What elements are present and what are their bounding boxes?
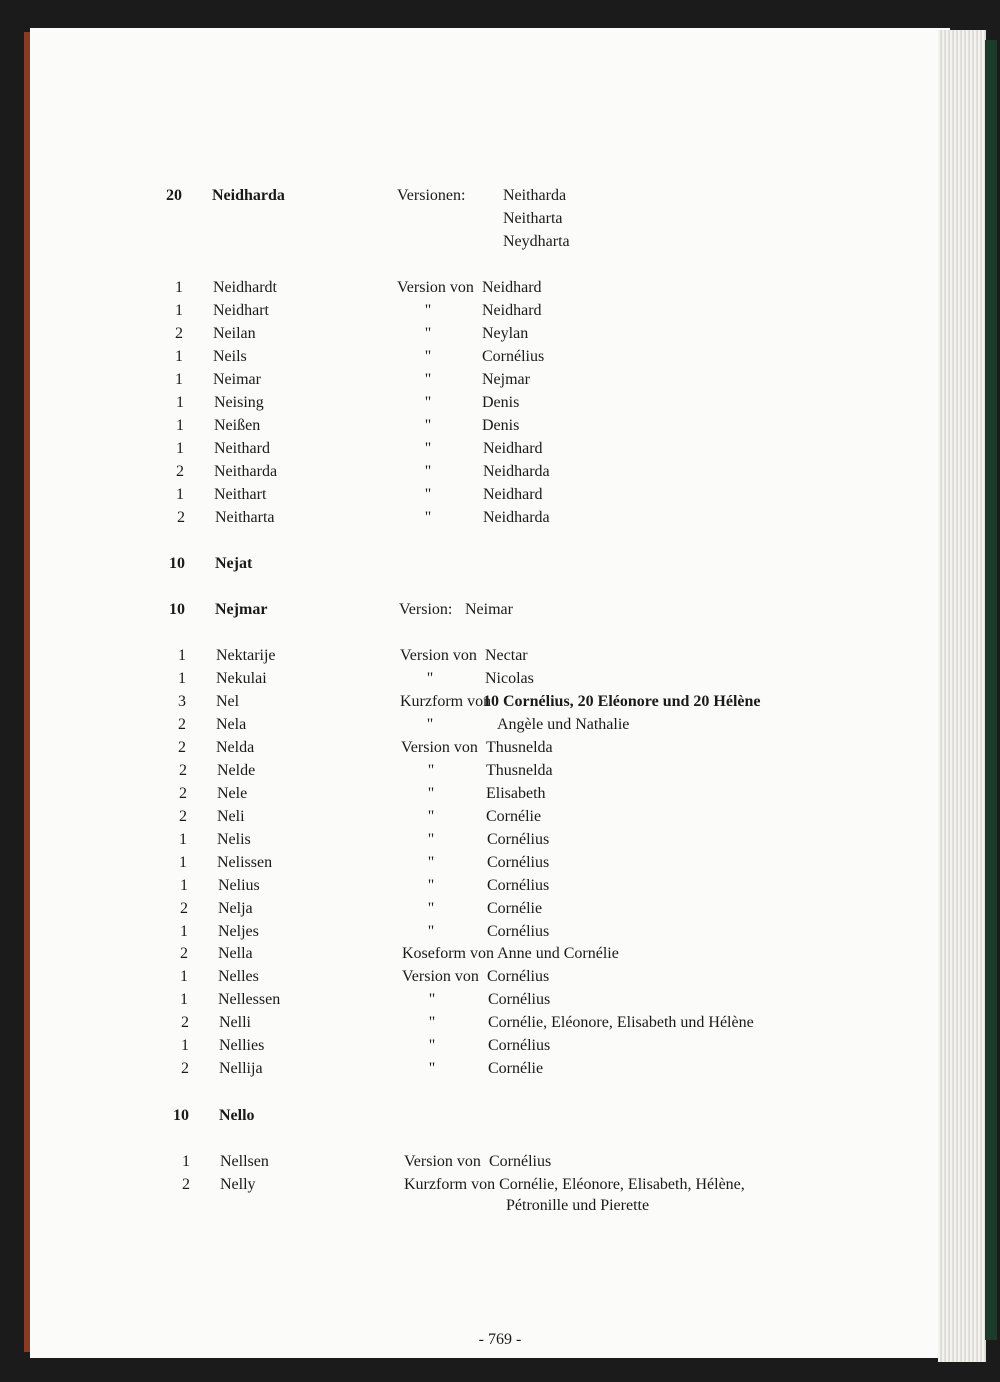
entry-name: Neitharta xyxy=(215,509,275,526)
ditto-mark: " xyxy=(424,302,432,319)
entry-count: 1 xyxy=(180,991,188,1008)
description-ref: Cornélius xyxy=(487,831,550,848)
ditto-mark: " xyxy=(424,463,432,480)
entry-count: 10 xyxy=(173,1107,189,1124)
entry-count: 1 xyxy=(180,877,188,894)
description-ref: Neidhard xyxy=(482,302,542,319)
description-ref: Cornélie xyxy=(487,900,543,917)
entry-count: 2 xyxy=(178,716,186,733)
ditto-mark: " xyxy=(424,486,432,503)
description-ref: Angèle und Nathalie xyxy=(497,716,630,733)
entry-count: 20 xyxy=(166,187,182,204)
description-ref: Cornélius xyxy=(487,854,550,871)
ditto-mark: " xyxy=(426,716,434,733)
entry-name: Nelli xyxy=(219,1014,251,1031)
entry-name: Nello xyxy=(219,1107,255,1124)
kurzform-label: Kurzform von xyxy=(400,693,492,710)
entry-name: Neißen xyxy=(214,417,261,434)
ditto-mark: " xyxy=(426,670,434,687)
description-ref: Cornélius xyxy=(488,1037,551,1054)
description-ref: Neimar xyxy=(465,601,513,618)
description-ref: Neitharta xyxy=(503,210,563,227)
entry-name: Neilan xyxy=(213,325,256,342)
entry-count: 1 xyxy=(175,371,183,388)
description-ref: Thusnelda xyxy=(486,762,553,779)
entry-count: 2 xyxy=(178,739,186,756)
ditto-mark: " xyxy=(427,762,435,779)
entry-name: Nejat xyxy=(215,555,253,572)
ditto-mark: " xyxy=(424,417,432,434)
description-ref: Nicolas xyxy=(485,670,534,687)
entry-count: 2 xyxy=(180,900,188,917)
entry-count: 1 xyxy=(180,923,188,940)
koseform-line: Koseform von Anne und Cornélie xyxy=(402,945,619,962)
entry-count: 2 xyxy=(179,762,187,779)
entry-count: 2 xyxy=(179,808,187,825)
entry-count: 10 xyxy=(169,555,185,572)
ditto-mark: " xyxy=(427,808,435,825)
ditto-mark: " xyxy=(424,509,432,526)
entry-name: Nelly xyxy=(220,1176,256,1193)
ditto-mark: " xyxy=(427,854,435,871)
version-von-label: Version von xyxy=(397,279,474,296)
ditto-mark: " xyxy=(428,1060,436,1077)
kurzform-line-continued: Pétronille und Pierette xyxy=(506,1197,650,1214)
entry-count: 1 xyxy=(175,348,183,365)
entry-name: Nellies xyxy=(219,1037,265,1054)
description-ref: Neydharta xyxy=(503,233,570,250)
entry-name: Nellija xyxy=(219,1060,263,1077)
ditto-mark: " xyxy=(428,991,436,1008)
entry-count: 1 xyxy=(175,279,183,296)
entry-name: Neimar xyxy=(213,371,261,388)
entry-count: 2 xyxy=(177,509,185,526)
versionen-label: Versionen: xyxy=(397,187,466,204)
entry-name: Nelja xyxy=(218,900,253,917)
page-stack-edge xyxy=(938,30,986,1362)
entry-count: 2 xyxy=(180,945,188,962)
description-ref: Neidhard xyxy=(483,440,543,457)
ditto-mark: " xyxy=(427,877,435,894)
entry-count: 2 xyxy=(175,325,183,342)
entry-name: Nekulai xyxy=(216,670,267,687)
entry-name: Nella xyxy=(218,945,253,962)
entry-name: Nellsen xyxy=(220,1153,269,1170)
kurzform-line: Kurzform von Cornélie, Eléonore, Elisabeth, Hélène, xyxy=(404,1176,745,1193)
entry-name: Neising xyxy=(214,394,264,411)
version-von-label: Version von xyxy=(401,739,478,756)
entry-count: 1 xyxy=(176,486,184,503)
book-cover-edge xyxy=(985,40,997,1340)
ditto-mark: " xyxy=(427,831,435,848)
description-ref: Cornélius xyxy=(488,991,551,1008)
entry-name: Nejmar xyxy=(215,601,268,618)
version-label: Version: xyxy=(399,601,453,618)
entry-name: Nelde xyxy=(217,762,256,779)
ditto-mark: " xyxy=(428,1014,436,1031)
entry-count: 2 xyxy=(182,1176,190,1193)
entry-count: 2 xyxy=(179,785,187,802)
entry-name: Nellessen xyxy=(218,991,281,1008)
entry-name: Nelda xyxy=(216,739,255,756)
entry-name: Nelles xyxy=(218,968,259,985)
entry-name: Nela xyxy=(216,716,247,733)
entry-name: Neidharda xyxy=(212,187,285,204)
description-ref: Denis xyxy=(482,417,520,434)
description-ref: Cornélie xyxy=(488,1060,544,1077)
version-von-label: Version von xyxy=(400,647,477,664)
description-ref: Nejmar xyxy=(482,371,530,388)
ditto-mark: " xyxy=(424,394,432,411)
entry-count: 1 xyxy=(180,968,188,985)
entry-name: Neli xyxy=(217,808,245,825)
entry-name: Nelissen xyxy=(217,854,273,871)
ditto-mark: " xyxy=(427,923,435,940)
entry-count: 3 xyxy=(178,693,186,710)
entry-count: 10 xyxy=(169,601,185,618)
description-ref: Cornélius xyxy=(487,877,550,894)
ditto-mark: " xyxy=(424,348,432,365)
entry-count: 1 xyxy=(179,854,187,871)
entry-name: Neithart xyxy=(214,486,267,503)
entry-count: 2 xyxy=(181,1060,189,1077)
entry-name: Nektarije xyxy=(216,647,276,664)
description-ref: Cornélie xyxy=(486,808,542,825)
description-ref: 10 Cornélius, 20 Eléonore und 20 Hélène xyxy=(483,693,761,710)
entry-name: Nel xyxy=(216,693,240,710)
ditto-mark: " xyxy=(427,785,435,802)
entry-name: Neidhardt xyxy=(213,279,277,296)
description-ref: Neidhard xyxy=(483,486,543,503)
entry-name: Nelius xyxy=(218,877,260,894)
description-ref: Neidharda xyxy=(483,463,550,480)
entry-name: Nelis xyxy=(217,831,251,848)
version-von-label: Version von xyxy=(404,1153,481,1170)
entry-count: 1 xyxy=(176,394,184,411)
ditto-mark: " xyxy=(424,325,432,342)
entry-count: 1 xyxy=(182,1153,190,1170)
entry-name: Neils xyxy=(213,348,247,365)
entry-count: 1 xyxy=(176,440,184,457)
entry-count: 1 xyxy=(175,302,183,319)
entry-count: 1 xyxy=(181,1037,189,1054)
entry-count: 1 xyxy=(179,831,187,848)
description-ref: Neitharda xyxy=(503,187,567,204)
entry-name: Neithard xyxy=(214,440,270,457)
entry-count: 2 xyxy=(176,463,184,480)
entry-count: 2 xyxy=(181,1014,189,1031)
entry-count: 1 xyxy=(176,417,184,434)
version-von-label: Version von xyxy=(402,968,479,985)
description-ref: Cornélius xyxy=(489,1153,552,1170)
entry-count: 1 xyxy=(178,647,186,664)
page-number: - 769 - xyxy=(478,1331,522,1348)
ditto-mark: " xyxy=(424,371,432,388)
description-ref: Denis xyxy=(482,394,520,411)
description-ref: Cornélie, Eléonore, Elisabeth und Hélène xyxy=(488,1014,754,1031)
description-ref: Nectar xyxy=(485,647,528,664)
ditto-mark: " xyxy=(427,900,435,917)
description-ref: Elisabeth xyxy=(486,785,546,802)
description-ref: Neidharda xyxy=(483,509,550,526)
description-ref: Neylan xyxy=(482,325,529,342)
entry-name: Neitharda xyxy=(214,463,278,480)
entry-name: Neidhart xyxy=(213,302,269,319)
entry-name: Neljes xyxy=(218,923,259,940)
description-ref: Cornélius xyxy=(482,348,545,365)
ditto-mark: " xyxy=(428,1037,436,1054)
ditto-mark: " xyxy=(424,440,432,457)
description-ref: Cornélius xyxy=(487,923,550,940)
entry-count: 1 xyxy=(178,670,186,687)
description-ref: Neidhard xyxy=(482,279,542,296)
entry-name: Nele xyxy=(217,785,248,802)
description-ref: Cornélius xyxy=(487,968,550,985)
description-ref: Thusnelda xyxy=(486,739,553,756)
